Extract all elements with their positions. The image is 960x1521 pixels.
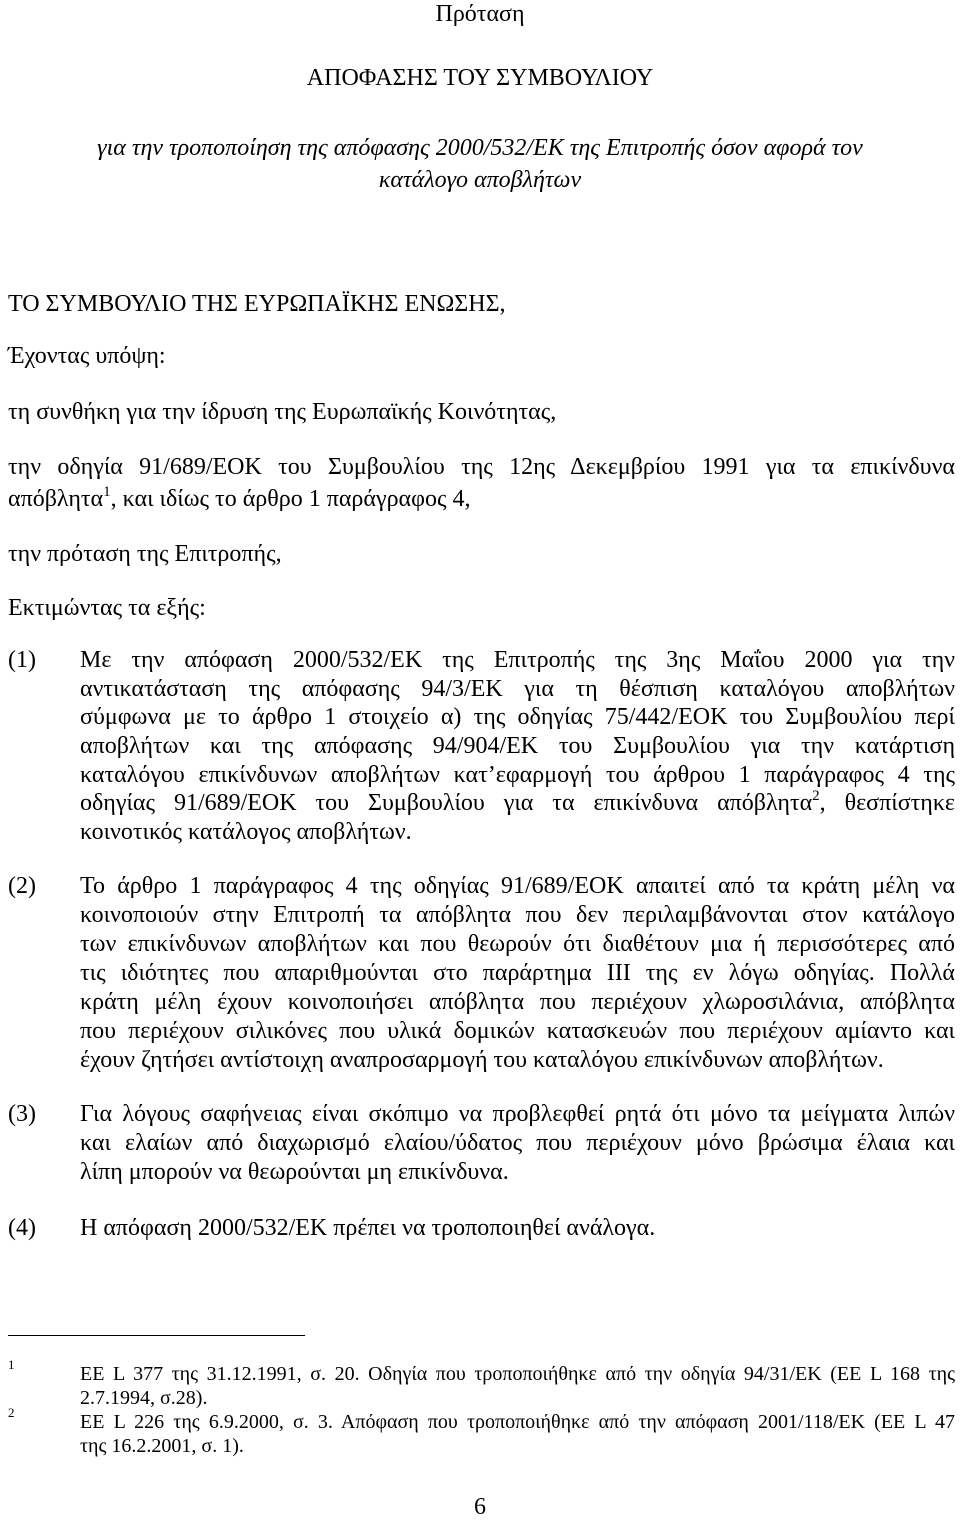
- footnote-text: [80, 1362, 955, 1410]
- recital-line: Το άρθρο 1 παράγραφος 4 της οδηγίας 91/689/ΕΟΚ απαιτεί από τα κράτη μέλη να: [80, 873, 955, 899]
- recital-text: [80, 1214, 955, 1243]
- recital-line: λίπη μπορούν να θεωρούνται μη επικίνδυνα.: [80, 1159, 509, 1185]
- council-heading: ΤΟ ΣΥΜΒΟΥΛΙΟ ΤΗΣ ΕΥΡΩΠΑΪΚΗΣ ΕΝΩΣΗΣ,: [8, 291, 506, 317]
- whereas-heading: Εκτιμώντας τα εξής:: [8, 595, 206, 621]
- footnote-line: ΕΕ L 377 της 31.12.1991, σ. 20. Οδηγία που τροποποιήθηκε από την οδηγία 94/31/ΕΚ (ΕΕ L 168 της: [80, 1363, 955, 1385]
- recital-line: Η απόφαση 2000/532/ΕΚ πρέπει να τροποποιηθεί ανάλογα.: [80, 1215, 656, 1241]
- citation-directive: [8, 451, 955, 515]
- footnote-ref: 1: [103, 484, 111, 500]
- recital-line: κοινοποιούν στην Επιτροπή τα απόβλητα που δεν περιλαμβάνονται στον κατάλογο: [80, 902, 955, 928]
- recital-line: αντικατάσταση της απόφασης 94/3/ΕΚ για τη θέσπιση καταλόγου αποβλήτων: [80, 675, 955, 702]
- recital-line: των επικίνδυνων αποβλήτων και που θεωρούν ότι διαθέτουν μια ή περισσότερες από: [80, 931, 955, 957]
- recital-line: αποβλήτων και της απόφασης 94/904/ΕΚ του Συμβουλίου για την κατάρτιση: [80, 732, 955, 759]
- citation-commission-proposal: την πρόταση της Επιτροπής,: [8, 541, 282, 567]
- recital-line: Για λόγους σαφήνειας είναι σκόπιμο να προβλεφθεί ρητά ότι μόνο τα μείγματα λιπών: [80, 1101, 955, 1127]
- recital-text-fragment: οδηγίας 91/689/ΕΟΚ του Συμβουλίου για τα επικίνδυνα απόβλητα: [80, 790, 813, 817]
- recital-number: (3): [8, 1101, 36, 1127]
- document-label: Πρόταση: [435, 1, 525, 27]
- citation-line: την οδηγία 91/689/ΕΟΚ του Συμβουλίου της 12ης Δεκεμβρίου 1991 για τα επικίνδυνα: [8, 454, 955, 480]
- recital-number: (1): [8, 647, 36, 673]
- footnote-ref: 2: [812, 788, 820, 805]
- citation-treaty: τη συνθήκη για την ίδρυση της Ευρωπαϊκής Κοινότητας,: [8, 399, 557, 425]
- recital-number: (2): [8, 873, 36, 899]
- recital-line: Με την απόφαση 2000/532/ΕΚ της Επιτροπής της 3ης Μαΐου 2000 για την: [80, 647, 955, 673]
- page-number: 6: [474, 1494, 486, 1520]
- citation-text: απόβλητα: [8, 486, 104, 512]
- document-title: ΑΠΟΦΑΣΗΣ ΤΟΥ ΣΥΜΒΟΥΛΙΟΥ: [306, 65, 654, 91]
- recital-line: κοινοτικός κατάλογος αποβλήτων.: [80, 818, 412, 845]
- citation-text: , και ιδίως το άρθρο 1 παράγραφος 4,: [110, 486, 471, 512]
- document-subtitle: [0, 132, 960, 196]
- footnote-text: [80, 1410, 955, 1458]
- recital-text-fragment: , θεσπίστηκε: [819, 790, 955, 817]
- recital-text: [80, 1100, 955, 1187]
- recital-line: έχουν ζητήσει αντίστοιχη αναπροσαρμογή του καταλόγου επικίνδυνων αποβλήτων.: [80, 1047, 884, 1073]
- citation-line: [8, 483, 955, 515]
- having-regard: Έχοντας υπόψη:: [8, 343, 166, 369]
- subtitle-line: κατάλογο αποβλήτων: [378, 167, 582, 193]
- footnote-separator: [8, 1335, 305, 1336]
- footnote-line: ΕΕ L 226 της 6.9.2000, σ. 3. Απόφαση που τροποποιήθηκε από την απόφαση 2001/118/ΕΚ (ΕΕ L 47: [80, 1411, 955, 1433]
- footnote-line: της 16.2.2001, σ. 1).: [80, 1435, 244, 1457]
- recital-line: κράτη μέλη έχουν κοινοποιήσει απόβλητα που περιέχουν χλωροσιλάνια, απόβλητα: [80, 989, 955, 1015]
- subtitle-line: για την τροποποίηση της απόφασης 2000/532/ΕΚ της Επιτροπής όσον αφορά τον: [97, 135, 863, 161]
- recital-line: σύμφωνα με το άρθρο 1 στοιχείο α) της οδηγίας 75/442/ΕΟΚ του Συμβουλίου περί: [80, 704, 955, 731]
- recital-line: και ελαίων από διαχωρισμό ελαίου/ύδατος που περιέχουν μόνο βρώσιμα έλαια και: [80, 1130, 955, 1156]
- recital-line: που περιέχουν σιλικόνες που υλικά δομικών κατασκευών που περιέχουν αμίαντο και: [80, 1018, 955, 1044]
- recital-text: [80, 646, 955, 847]
- recital-line: [80, 789, 955, 818]
- recital-number: (4): [8, 1215, 36, 1241]
- footnote-line: 2.7.1994, σ.28).: [80, 1387, 208, 1409]
- recital-line: καταλόγου επικίνδυνων αποβλήτων κατ’εφαρμογή του άρθρου 1 παράγραφος 4 της: [80, 761, 955, 788]
- footnote-number: 2: [8, 1405, 15, 1420]
- footnote-number: 1: [8, 1357, 15, 1372]
- recital-line: τις ιδιότητες που απαριθμούνται στο παράρτημα III της εν λόγω οδηγίας. Πολλά: [80, 960, 955, 986]
- recital-text: [80, 872, 955, 1075]
